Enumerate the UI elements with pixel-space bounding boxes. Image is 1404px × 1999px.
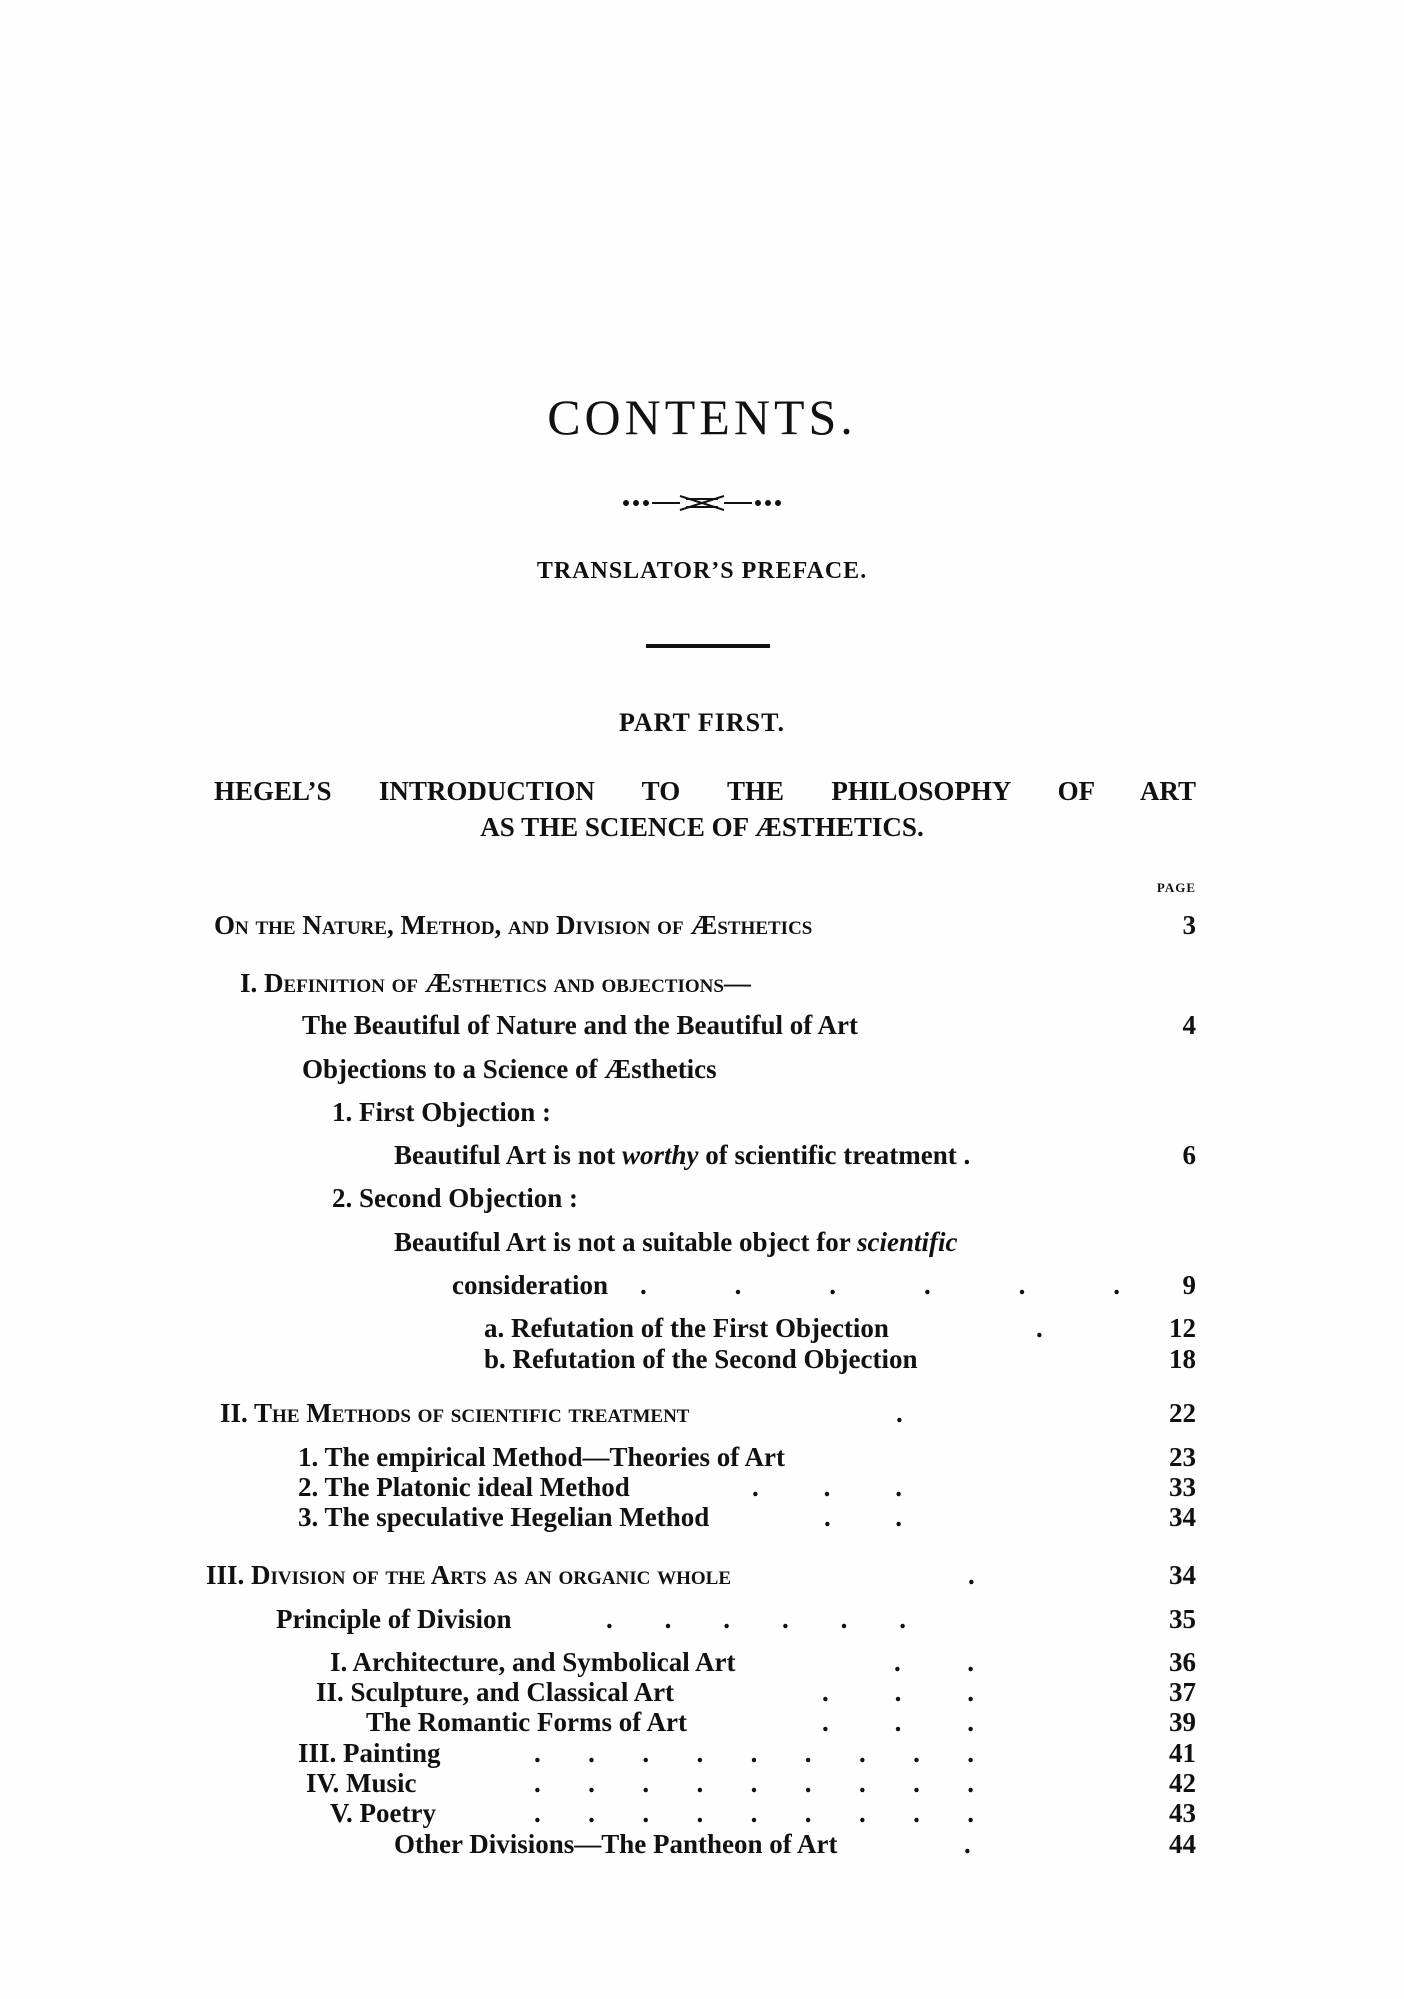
dot-leader: . . . xyxy=(822,1707,974,1737)
part-heading: PART FIRST. xyxy=(618,708,786,737)
toc-entry-architecture: I. Architecture, and Symbolical Art xyxy=(330,1647,736,1677)
ornament-icon xyxy=(620,492,784,514)
dot-leader: . xyxy=(1036,1313,1043,1343)
toc-entry-beautiful-nature-art: The Beautiful of Nature and the Beautiful of Art xyxy=(302,1010,859,1040)
toc-entry-poetry: V. Poetry xyxy=(330,1798,436,1828)
toc-page-number: 9 xyxy=(1182,1270,1196,1300)
toc-entry-sculpture: II. Sculpture, and Classical Art xyxy=(316,1677,675,1707)
toc-page-number: 34 xyxy=(1169,1502,1196,1532)
dot-leader: . . . xyxy=(752,1472,902,1502)
introduction-heading-line2: AS THE SCIENCE OF ÆSTHETICS. xyxy=(480,812,924,842)
toc-page-number: 44 xyxy=(1169,1829,1196,1859)
toc-page-number: 43 xyxy=(1169,1798,1196,1828)
dot-leader: . xyxy=(896,1398,903,1428)
toc-entry-not-suitable: Beautiful Art is not a suitable object for scientific xyxy=(394,1227,958,1257)
toc-page-number: 37 xyxy=(1169,1677,1196,1707)
toc-entry-nature-method-division: On the Nature, Method, and Division of Æsthetics xyxy=(214,910,813,940)
dot-leader: . . xyxy=(894,1647,974,1677)
dot-leader: . xyxy=(964,1829,971,1859)
toc-entry-platonic-method: 2. The Platonic ideal Method xyxy=(298,1472,630,1502)
toc-page-number: 36 xyxy=(1169,1647,1196,1677)
dot-leader: . . . xyxy=(822,1677,974,1707)
toc-entry-other-divisions: Other Divisions—The Pantheon of Art xyxy=(394,1829,838,1859)
toc-entry-first-objection: 1. First Objection : xyxy=(332,1097,551,1127)
toc-page-number: 34 xyxy=(1169,1560,1196,1590)
toc-entry-speculative-method: 3. The speculative Hegelian Method xyxy=(298,1502,710,1532)
dot-leader: . xyxy=(968,1560,975,1590)
dot-leader: . . . . . . xyxy=(606,1604,906,1634)
toc-entry-refutation-first: a. Refutation of the First Objection xyxy=(484,1313,889,1343)
section-divider xyxy=(646,644,770,648)
toc-page-number: 33 xyxy=(1169,1472,1196,1502)
toc-page-number: 18 xyxy=(1169,1344,1196,1374)
toc-page-number: 35 xyxy=(1169,1604,1196,1634)
toc-entry-painting: III. Painting xyxy=(298,1738,441,1768)
toc-entry-empirical-method: 1. The empirical Method—Theories of Art xyxy=(298,1442,785,1472)
toc-page-number: 42 xyxy=(1169,1768,1196,1798)
toc-page-number: 22 xyxy=(1169,1398,1196,1428)
toc-entry-not-worthy: Beautiful Art is not worthy of scientific treatment . xyxy=(394,1140,971,1170)
toc-page-number: 39 xyxy=(1169,1707,1196,1737)
toc-page-number: 6 xyxy=(1182,1140,1196,1170)
toc-entry-consideration: consideration xyxy=(452,1270,609,1300)
toc-entry-division-of-arts: III. Division of the Arts as an organic whole xyxy=(206,1560,732,1590)
toc-entry-principle-of-division: Principle of Division xyxy=(276,1604,512,1634)
page-column-header: PAGE xyxy=(1156,880,1196,895)
toc-page-number: 4 xyxy=(1182,1010,1196,1040)
introduction-heading-line1: HEGEL’S INTRODUCTION TO THE PHILOSOPHY OF ART xyxy=(214,776,1196,806)
toc-entry-objections: Objections to a Science of Æsthetics xyxy=(302,1054,717,1084)
page-title: CONTENTS. xyxy=(547,389,857,445)
toc-entry-methods: II. The Methods of scientific treatment xyxy=(220,1398,690,1428)
dot-leader: . . . . . . . . . xyxy=(534,1738,974,1768)
toc-entry-music: IV. Music xyxy=(306,1768,417,1798)
dot-leader: . . . . . . . . . xyxy=(534,1768,974,1798)
toc-page-number: 41 xyxy=(1169,1738,1196,1768)
toc-page-number: 3 xyxy=(1182,910,1196,940)
dot-leader: . . . . . . . . . xyxy=(534,1798,974,1828)
translators-preface-heading: TRANSLATOR’S PREFACE. xyxy=(536,558,868,584)
toc-entry-second-objection: 2. Second Objection : xyxy=(332,1183,578,1213)
dot-leader: . . . . . . xyxy=(640,1270,1120,1300)
toc-page-number: 23 xyxy=(1169,1442,1196,1472)
toc-page-number: 12 xyxy=(1169,1313,1196,1343)
toc-entry-refutation-second: b. Refutation of the Second Objection xyxy=(484,1344,918,1374)
toc-entry-definition: I. Definition of Æsthetics and objections— xyxy=(240,968,751,998)
toc-entry-romantic-forms: The Romantic Forms of Art xyxy=(366,1707,687,1737)
dot-leader: . . xyxy=(824,1502,902,1532)
